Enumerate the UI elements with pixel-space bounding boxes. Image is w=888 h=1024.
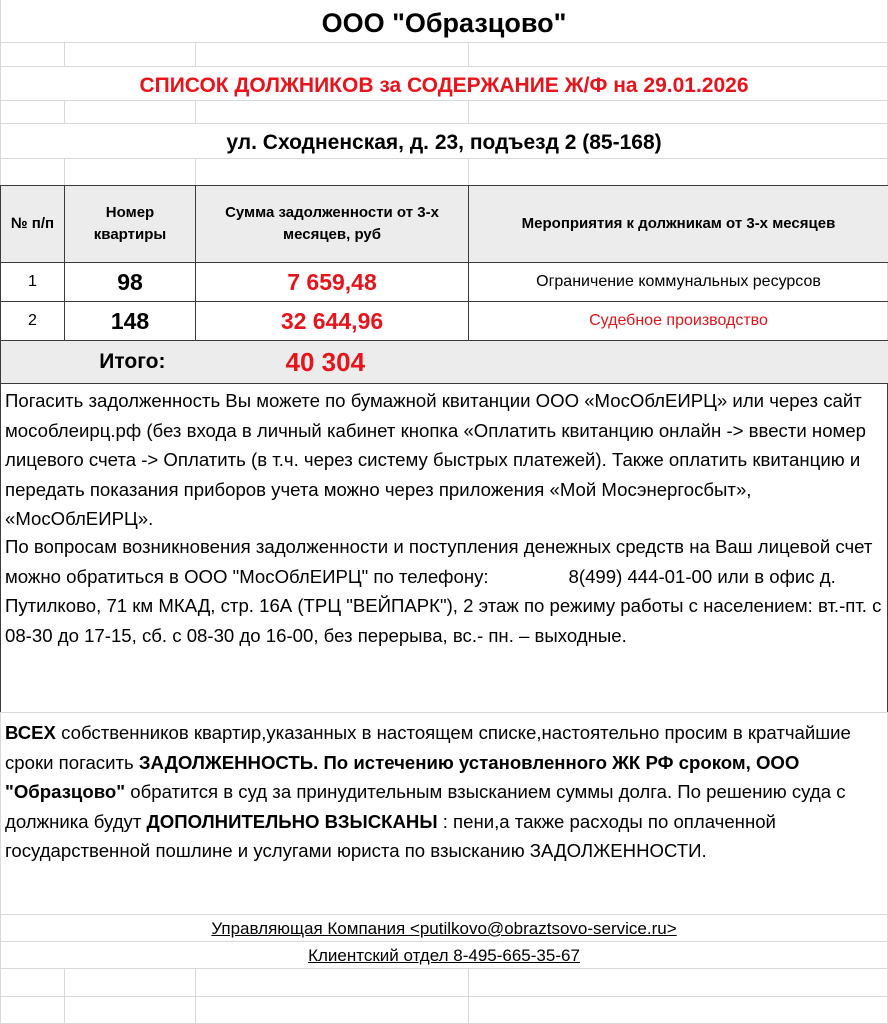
table-row [1,263,888,302]
gridline [0,914,888,915]
column-header-amount: Сумма задолженности от 3-х месяцев, руб [196,186,469,263]
warning-text: собственников квартир,указанных в настоящем списке,настоятельно просим в кратчайшие сроки погасить [5,722,851,773]
gridline [64,100,65,123]
warning-bold: ВСЕХ [5,722,56,743]
warning-text: : пени,а также расходы по оплаченной государственной пошлине и услугами юриста по взысканию ЗАДОЛЖЕННОСТИ. [5,810,776,861]
management-company-email-link[interactable]: Управляющая Компания <putilkovo@obraztsovo-service.ru> [211,919,677,938]
gridline [0,712,888,713]
gridline [0,42,888,43]
gridline [195,42,196,66]
table-header-row [1,186,888,263]
debt-amount: 32 644,96 [196,302,469,341]
gridline [0,968,888,969]
debt-warning [5,718,883,866]
gridline [468,158,469,185]
warning-bold: ЗАДОЛЖЕННОСТЬ. По истечению установленного ЖК РФ сроком, ООО "Образцово" [5,751,800,802]
gridline [0,123,888,124]
building-address: ул. Сходненская, д. 23, подъезд 2 (85-168) [226,131,662,154]
column-header-apartment: Номер квартиры [65,186,196,263]
total-value: 40 304 [196,341,888,384]
company-title: ООО "Образцово" [321,8,567,38]
apartment-number: 98 [65,263,196,302]
gridline [468,100,469,123]
info-box-border [0,384,1,712]
gridline [0,941,888,942]
debt-action: Судебное производство [469,302,888,341]
gridline [195,100,196,123]
gridline [0,996,888,997]
gridline [0,66,888,67]
client-department-phone-link[interactable]: Клиентский отдел 8-495-665-35-67 [308,946,580,965]
gridline [195,968,196,1024]
debtors-list-title: СПИСОК ДОЛЖНИКОВ за СОДЕРЖАНИЕ Ж/Ф на 29.01.2026 [139,74,749,97]
gridline [64,968,65,1024]
gridline [468,968,469,1024]
gridline [195,158,196,185]
debt-action: Ограничение коммунальных ресурсов [469,263,888,302]
warning-text: обратится в суд за принудительным взысканием суммы долга. По решению суда с должника будут [5,781,846,832]
table-row [1,302,888,341]
column-header-number: № п/п [1,186,65,263]
row-number: 2 [1,302,65,341]
eirc-phone: 8(499) 444-01-00 [568,565,713,587]
gridline [64,42,65,66]
contact-info-text: По вопросам возникновения задолженности и поступления денежных средств на Ваш лицевой счет можно обратиться в ООО "МосОблЕИРЦ" по телефону: [5,536,873,587]
payment-instructions: Погасить задолженность Вы можете по бумажной квитанции ООО «МосОблЕИРЦ» или через сайт мособлеирц.рф (без входа в личный кабинет кнопка «Оплатить квитанцию онлайн -> ввести номер лицевого счета -> Оплатить (в т.ч. через систему быстрых платежей). Также оплатить квитанцию и передать показания приборов учета можно через приложения «Мой Мосэнергосбыт», «МосОблЕИРЦ». [5,390,866,529]
debt-amount: 7 659,48 [196,263,469,302]
contact-info [5,532,883,650]
debtors-table [0,185,888,384]
gridline [468,42,469,66]
total-label: Итого: [1,341,196,384]
gridline [64,158,65,185]
total-row [1,341,888,384]
column-header-action: Мероприятия к должникам от 3-х месяцев [469,186,888,263]
apartment-number: 148 [65,302,196,341]
warning-bold: ДОПОЛНИТЕЛЬНО ВЗЫСКАНЫ [146,810,438,832]
row-number: 1 [1,263,65,302]
office-info-text: или в офис д. Путилково, 71 км МКАД, стр. 16А (ТРЦ "ВЕЙПАРК"), 2 этаж по режиму работы с населением: вт.-пт. с 08-30 до 17-15, сб. с 08-30 до 16-00, без перерыва, вс.- пн. – выходные. [5,565,882,646]
